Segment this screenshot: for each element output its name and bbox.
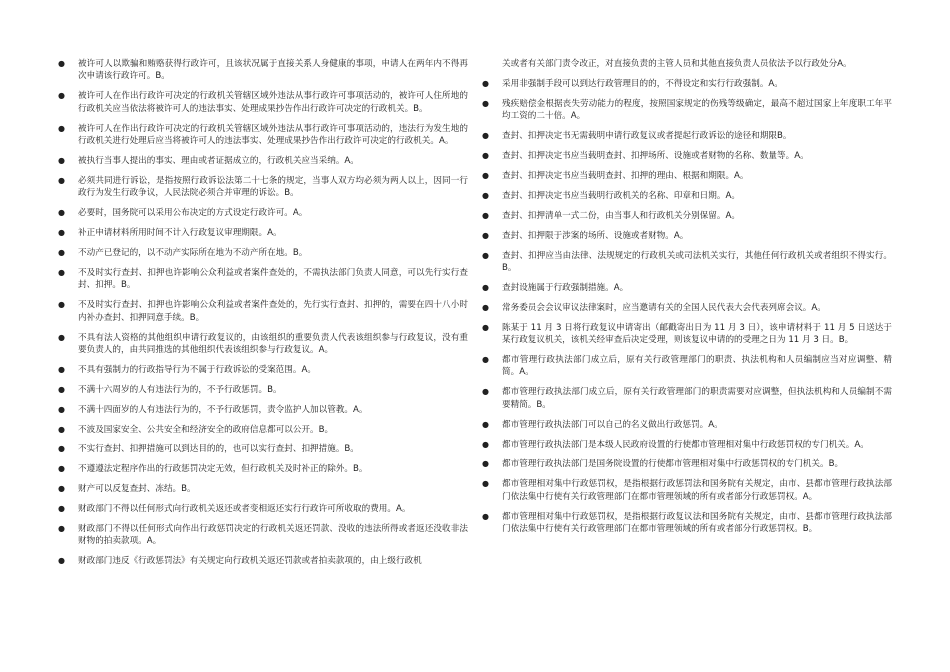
list-item-text: 补正申请材料所用时间不计入行政复议审理期限。A。 bbox=[78, 228, 282, 239]
continued-paragraph: 关或者有关部门责令改正，对直接负责的主管人员和其他直接负责人员依法予以行政处分A。 bbox=[502, 59, 852, 69]
bullet-icon: ● bbox=[482, 78, 489, 88]
list-item-text: 查封、扣押应当由法律、法规规定的行政机关或司法机关实行，其他任何行政机关或者组织不得实行。B。 bbox=[502, 250, 892, 273]
list-item-text: 不及时实行查封、扣押也许影响公众利益或者案件查处的，不需执法部门负责人同意，可以先行实行查封、扣押。B。 bbox=[78, 267, 468, 291]
list-item-text: 不具有强制力的行政指导行为不属于行政诉讼的受案范围。A。 bbox=[78, 364, 316, 375]
list-item-text: 被执行当事人提出的事实、理由或者证据成立的，行政机关应当采纳。A。 bbox=[78, 155, 359, 166]
bullet-icon: ● bbox=[482, 170, 489, 180]
bullet-icon: ● bbox=[482, 250, 489, 260]
bullet-icon: ● bbox=[482, 355, 489, 364]
left-column bbox=[58, 58, 468, 575]
bullet-icon: ● bbox=[482, 98, 489, 108]
list-item bbox=[482, 210, 892, 222]
list-item bbox=[482, 478, 892, 503]
bullet-icon: ● bbox=[58, 155, 65, 165]
list-item-text: 查封设施属于行政强制措施。A。 bbox=[502, 282, 629, 293]
list-item-text: 查封、扣押限于涉案的场所、设施或者财物。A。 bbox=[502, 230, 689, 241]
list-item bbox=[58, 404, 468, 416]
list-item bbox=[482, 322, 892, 347]
list-item bbox=[58, 523, 468, 548]
list-item bbox=[482, 419, 892, 431]
list-item bbox=[482, 78, 892, 90]
list-item bbox=[58, 364, 468, 376]
bullet-icon: ● bbox=[482, 511, 489, 521]
list-item-text: 不遵遵法定程序作出的行政惩罚决定无效，但行政机关及时补正的除外。B。 bbox=[78, 464, 368, 475]
list-item-text: 残疾赔偿金根据丧失劳动能力的程度，按照国家规定的伤残等级确定，最高不超过国家上年度职工年平均工资的二十倍。A。 bbox=[502, 98, 892, 122]
list-item-text: 陈某于 11 月 3 日将行政复议申请寄出（邮戳寄出日为 11 月 3 日），该申请材料于 11 月 5 日送达于某行政复议机关，该机关经审查后决定受理，则该复议申请的的受理之日为 11 月 3 日。B。 bbox=[502, 322, 892, 346]
list-item bbox=[58, 175, 468, 200]
list-item bbox=[482, 230, 892, 242]
bullet-icon: ● bbox=[482, 439, 489, 449]
list-item-text: 财产可以反复查封、冻结。B。 bbox=[78, 484, 196, 495]
list-item-text: 都市管理行政执法部门是本级人民政府设置的行使都市管理相对集中行政惩罚权的专门机关。A。 bbox=[502, 439, 869, 450]
bullet-icon: ● bbox=[482, 190, 489, 200]
bullet-icon: ● bbox=[58, 484, 65, 494]
list-item-text: 不及时实行查封、扣押也许影响公众利益或者案件查处的，先行实行查封、扣押的，需要在四十八小时内补办查封、扣押同意手续。B。 bbox=[78, 300, 468, 323]
list-item-text: 不实行查封、扣押措施可以到达目的的，也可以实行查封、扣押措施。B。 bbox=[78, 444, 359, 455]
list-item bbox=[58, 463, 468, 475]
bullet-icon: ● bbox=[482, 282, 489, 292]
list-item bbox=[58, 332, 468, 357]
bullet-icon: ● bbox=[58, 464, 65, 474]
bullet-icon: ● bbox=[482, 230, 489, 240]
bullet-icon: ● bbox=[482, 479, 489, 489]
list-item-text: 查封、扣押决定书应当载明查封、扣押场所、设施或者财物的名称、数量等。A。 bbox=[502, 151, 809, 162]
list-item-text: 被许可人在作出行政许可决定的行政机关管辖区域外违法从事行政许可事项活动的，违法行为发生地的行政机关进行处理后应当将被许可人的违法事实、处理成果抄告作出行政许可决定的行政机关。A。 bbox=[78, 123, 468, 147]
bullet-icon: ● bbox=[482, 419, 489, 429]
bullet-icon: ● bbox=[58, 424, 65, 434]
list-item-text: 查封、扣押决定书无需载明申请行政复议或者提起行政诉讼的途径和期限B。 bbox=[502, 131, 792, 142]
list-item bbox=[58, 207, 468, 219]
list-item bbox=[58, 123, 468, 148]
list-item-text: 都市管理行政执法部门成立后，原有关行政管理部门的职责、执法机构和人员编制应当对应调整、精简。A。 bbox=[502, 355, 892, 378]
list-item-text: 查封、扣押清单一式二份，由当事人和行政机关分别保留。A。 bbox=[502, 210, 740, 221]
bullet-icon: ● bbox=[482, 459, 489, 469]
list-item-text: 被许可人以欺骗和贿赂获得行政许可，且该状况属于直接关系人身健康的事项，申请人在两年内不得再次申请该行政许可。B。 bbox=[78, 59, 468, 82]
list-item bbox=[58, 503, 468, 515]
list-item-text: 被许可人在作出行政许可决定的行政机关管辖区域外违法从事行政许可事项活动的，被许可人住所地的行政机关应当依法将被许可人的违法事实、处理成果抄告作出行政许可决定的行政机关。B。 bbox=[78, 91, 468, 114]
list-item-text: 必须共同进行诉讼，是指按照行政诉讼法第二十七条的规定，当事人双方均必须为两人以上，因同一行政行为发生行政争议，人民法院必须合并审理的诉讼。B。 bbox=[78, 175, 468, 199]
list-item bbox=[482, 511, 892, 536]
bullet-icon: ● bbox=[482, 387, 489, 397]
list-item-text: 都市管理相对集中行政惩罚权，是指根据行政惩罚法和国务院有关规定，由市、县都市管理行政执法部门依法集中行使有关行政管理部门在都市管理领域的所有或者部分行政惩罚权。A。 bbox=[502, 479, 892, 502]
right-column bbox=[482, 58, 892, 543]
list-item bbox=[482, 98, 892, 123]
list-item-text: 不动产已登记的，以不动产实际所在地为不动产所在地。B。 bbox=[78, 247, 308, 258]
bullet-icon: ● bbox=[58, 228, 65, 238]
list-item bbox=[58, 247, 468, 259]
bullet-icon: ● bbox=[58, 332, 65, 342]
list-item bbox=[482, 458, 892, 470]
list-item-text: 财政部门不得以任何形式向作出行政惩罚决定的行政机关返还罚款、没收的违法所得或者返还没收非法财物的拍卖款项。A。 bbox=[78, 524, 468, 547]
list-item-text: 查封、扣押决定书应当载明行政机关的名称、印章和日期。A。 bbox=[502, 190, 740, 201]
list-item bbox=[58, 384, 468, 396]
list-item-text: 常务委员会会议审议法律案时，应当邀请有关的全国人民代表大会代表列席会议。A。 bbox=[502, 302, 826, 313]
bullet-icon: ● bbox=[58, 364, 65, 374]
bullet-icon: ● bbox=[482, 210, 489, 220]
bullet-icon: ● bbox=[58, 267, 65, 277]
bullet-icon: ● bbox=[482, 151, 489, 161]
list-item bbox=[58, 443, 468, 455]
list-item bbox=[482, 354, 892, 379]
list-item bbox=[482, 170, 892, 182]
list-item bbox=[482, 150, 892, 162]
list-item bbox=[58, 267, 468, 292]
list-item bbox=[482, 282, 892, 294]
bullet-icon: ● bbox=[58, 504, 65, 514]
list-item bbox=[482, 386, 892, 411]
list-item-text: 都市管理行政执法部门可以自己的名义做出行政惩罚。A。 bbox=[502, 419, 723, 430]
list-item-text: 不具有法人资格的其他组织申请行政复议的，由该组织的重要负责人代表该组织参与行政复议，没有重要负责人的，由共同推选的其他组织代表该组织参与行政复议。A。 bbox=[78, 332, 468, 355]
bullet-icon: ● bbox=[482, 131, 489, 141]
list-item-text: 必要时，国务院可以采用公布决定的方式设定行政许可。A。 bbox=[78, 208, 308, 219]
bullet-icon: ● bbox=[58, 524, 65, 534]
list-item-text: 财政部门不得以任何形式向行政机关返还或者变相返还实行行政许可所收取的费用。A。 bbox=[78, 504, 411, 515]
list-item-text: 不满十四面岁的人有违法行为的，不予行政惩罚，责令监护人加以管教。A。 bbox=[78, 404, 368, 415]
list-item bbox=[482, 250, 892, 275]
list-item bbox=[58, 155, 468, 167]
list-item bbox=[58, 227, 468, 239]
bullet-icon: ● bbox=[58, 208, 65, 218]
list-item-text: 采用非强制手段可以到达行政管理目的的，不得设定和实行行政强制。A。 bbox=[502, 78, 783, 89]
bullet-icon: ● bbox=[58, 91, 65, 101]
bullet-icon: ● bbox=[58, 123, 65, 133]
bullet-icon: ● bbox=[58, 556, 65, 566]
list-item-text: 都市管理行政执法部门是国务院设置的行使都市管理相对集中行政惩罚权的专门机关。B。 bbox=[502, 459, 844, 470]
bullet-icon: ● bbox=[58, 247, 65, 257]
list-item bbox=[58, 483, 468, 495]
bullet-icon: ● bbox=[58, 175, 65, 185]
bullet-icon: ● bbox=[482, 302, 489, 312]
list-item bbox=[58, 90, 468, 115]
list-item-text: 都市管理行政执法部门成立后，原有关行政管理部门的职责需要对应调整，但执法机构和人员编制不需要精简。B。 bbox=[502, 387, 892, 410]
list-item-text: 财政部门违反《行政惩罚法》有关规定向行政机关返还罚款或者拍卖款项的，由上级行政机 bbox=[78, 556, 422, 567]
list-item bbox=[58, 555, 468, 567]
list-item-text: 不波及国家安全、公共安全和经济安全的政府信息都可以公开。B。 bbox=[78, 424, 334, 435]
list-item bbox=[482, 302, 892, 314]
list-item bbox=[58, 58, 468, 83]
list-item bbox=[58, 299, 468, 324]
bullet-icon: ● bbox=[58, 384, 65, 394]
list-item-text: 不满十六周岁的人有违法行为的，不予行政惩罚。B。 bbox=[78, 384, 282, 395]
bullet-icon: ● bbox=[58, 59, 65, 68]
bullet-icon: ● bbox=[482, 322, 489, 332]
bullet-icon: ● bbox=[58, 404, 65, 414]
list-item bbox=[482, 190, 892, 202]
list-item bbox=[482, 439, 892, 451]
list-item bbox=[58, 424, 468, 436]
list-item-text: 查封、扣押决定书应当载明查封、扣押的理由、根据和期限。A。 bbox=[502, 170, 749, 181]
list-item bbox=[482, 130, 892, 142]
bullet-icon: ● bbox=[58, 444, 65, 454]
bullet-icon: ● bbox=[58, 300, 65, 310]
list-item-text: 都市管理相对集中行政惩罚权，是指根据行政复议法和国务院有关规定，由市、县都市管理行政执法部门依法集中行使有关行政管理部门在都市管理领域的所有或者部分行政惩罚权。B。 bbox=[502, 511, 892, 535]
